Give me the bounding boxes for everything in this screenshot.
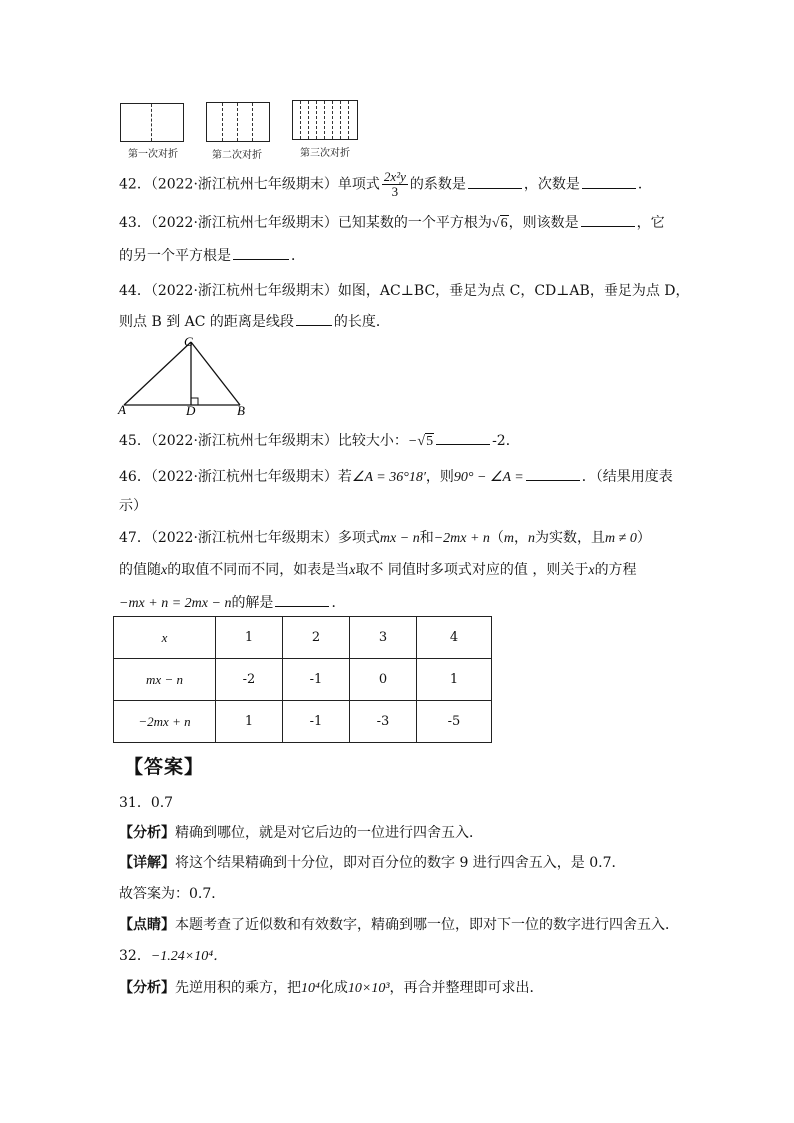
answer-text: 化成	[319, 980, 348, 996]
question-44	[119, 281, 690, 301]
question-47-line-3	[119, 592, 345, 614]
label-C: C	[184, 334, 193, 349]
question-source: （2022·浙江杭州七年级期末）	[150, 530, 338, 546]
question-text: 和	[419, 530, 434, 546]
answer-blank	[233, 245, 289, 260]
fold-crease	[324, 101, 325, 139]
question-text: 的方程	[594, 562, 637, 578]
fold-paper-1	[120, 103, 184, 142]
table-cell: -1	[283, 659, 350, 701]
fold-crease	[222, 103, 223, 141]
table-row	[114, 659, 492, 701]
question-text: 如图，AC⊥BC，垂足为点 C，CD⊥AB，垂足为点 D，	[337, 283, 690, 299]
label-D: D	[186, 403, 196, 418]
answer-heading: 【答案】	[124, 756, 205, 778]
fold-crease	[340, 101, 341, 139]
analysis-tag: 【分析】	[119, 825, 175, 841]
question-source: （2022·浙江杭州七年级期末）	[150, 215, 338, 231]
fold-crease	[300, 101, 301, 139]
question-text: （	[489, 530, 504, 546]
answer-value: 31．0.7	[119, 795, 174, 811]
question-47	[119, 528, 651, 549]
fold-crease	[348, 101, 349, 139]
question-number: 45．	[119, 433, 151, 449]
question-text: -2．	[492, 433, 520, 449]
question-text: 的取值不同而不同，如表是当	[167, 562, 350, 578]
table-cell: -1	[283, 701, 350, 743]
answer-blank	[581, 212, 635, 227]
answer-text: ，再合并整理即可求出．	[389, 980, 544, 996]
fold-crease	[237, 103, 238, 141]
answer-text: 精确到哪位，就是对它后边的一位进行四舍五入．	[175, 825, 483, 841]
question-42	[119, 170, 652, 199]
condition: m ≠ 0	[605, 531, 637, 546]
right-triangle-figure	[115, 334, 255, 418]
answer-text: 将这个结果精确到十分位，即对百分位的数字 9 进行四舍五入，是 0.7．	[175, 855, 626, 871]
question-text: ，则该数是	[508, 215, 579, 231]
table-cell: 1	[417, 659, 492, 701]
question-46-line-2	[119, 496, 147, 516]
question-text: 单项式	[337, 176, 380, 193]
fraction-denominator: 3	[391, 184, 399, 199]
table-row	[114, 701, 492, 743]
question-number: 47．	[119, 530, 151, 546]
question-text: 取不 同值时多项式对应的值 ，则关于	[355, 562, 589, 578]
question-43-line-2	[119, 245, 305, 266]
question-text: ．	[637, 176, 652, 193]
question-text: 已知某数的一个平方根为	[337, 215, 492, 231]
fold-crease	[316, 101, 317, 139]
question-text: 比较大小：	[337, 433, 408, 449]
answer-32	[119, 946, 227, 967]
fold-crease	[252, 103, 253, 141]
variable-x: x	[349, 563, 356, 578]
radicand: 6	[500, 216, 508, 231]
question-number: 44．	[119, 283, 151, 299]
fold-label-1: 第一次对折	[128, 149, 178, 160]
question-number: 42．	[119, 176, 151, 193]
question-47-line-2	[119, 560, 637, 581]
table-cell: 1	[216, 701, 283, 743]
answer-text: 故答案为：0.7．	[119, 886, 226, 902]
question-text: 则点 B 到 AC 的距离是线段	[119, 314, 294, 330]
question-source: （2022·浙江杭州七年级期末）	[150, 433, 338, 449]
fold-crease	[332, 101, 333, 139]
question-text: 若	[337, 469, 352, 485]
table-cell: 1	[216, 617, 283, 659]
variable-x: x	[588, 563, 595, 578]
table-row-head: mx − n	[114, 659, 216, 701]
comment-tag: 【点睛】	[119, 917, 175, 933]
power-expression: 10⁴	[301, 981, 320, 996]
analysis-tag: 【分析】	[119, 980, 175, 996]
answer-blank	[582, 174, 636, 189]
polynomial: −2mx + n	[433, 531, 490, 546]
fold-paper-2	[206, 102, 270, 142]
question-44-line-2	[119, 311, 390, 332]
table-row-head: x	[114, 617, 216, 659]
variable-x: x	[161, 563, 168, 578]
answer-text: 本题考查了近似数和有效数字，精确到哪一位，即对下一位的数字进行四舍五入．	[175, 917, 679, 933]
table-cell: 2	[283, 617, 350, 659]
question-text: ，	[514, 530, 529, 546]
fraction	[382, 170, 408, 199]
answer-blank	[436, 430, 490, 445]
minus-sign: −	[407, 434, 418, 449]
question-46	[119, 466, 673, 488]
radicand: 5	[426, 434, 434, 449]
value-table	[113, 616, 492, 743]
answer-31	[119, 793, 173, 813]
table-cell: 0	[350, 659, 417, 701]
question-text: 的长度．	[333, 314, 390, 330]
question-text: ．（结果用度表	[581, 469, 673, 485]
polynomial: mx − n	[379, 531, 420, 546]
table-cell: -2	[216, 659, 283, 701]
answer-number: 32．	[119, 948, 151, 964]
power-expression: 10×10³	[347, 981, 390, 996]
answer-blank	[296, 311, 332, 326]
question-text: 示）	[119, 498, 147, 514]
question-number: 46．	[119, 469, 151, 485]
label-A: A	[118, 402, 126, 417]
answer-31-analysis	[119, 823, 483, 843]
table-cell: 4	[417, 617, 492, 659]
question-text: 的系数是	[409, 176, 466, 193]
question-45	[119, 430, 520, 452]
fold-label-3: 第三次对折	[300, 148, 350, 159]
question-text: 的解是	[231, 595, 274, 611]
square-root: √5	[417, 434, 434, 449]
square-root: √6	[491, 216, 508, 231]
question-number: 43．	[119, 215, 151, 231]
question-43	[119, 212, 665, 234]
fold-crease	[308, 101, 309, 139]
fold-paper-3	[292, 100, 358, 140]
question-source: （2022·浙江杭州七年级期末）	[150, 176, 338, 193]
answer-31-detail	[119, 853, 626, 873]
question-text: ，则	[425, 469, 454, 485]
question-text: ．	[331, 595, 346, 611]
question-source: （2022·浙江杭州七年级期末）	[150, 469, 338, 485]
equation: −mx + n = 2mx − n	[119, 596, 232, 611]
answer-blank	[468, 174, 522, 189]
answer-text: 先逆用积的乘方，把	[175, 980, 301, 996]
question-text: 为实数，且	[535, 530, 606, 546]
question-text: ）	[636, 530, 651, 546]
answer-31-comment	[119, 915, 679, 935]
detail-tag: 【详解】	[119, 855, 175, 871]
question-text: 多项式	[337, 530, 380, 546]
question-text: ．	[291, 248, 305, 264]
table-cell: -5	[417, 701, 492, 743]
question-source: （2022·浙江杭州七年级期末）	[150, 283, 338, 299]
table-row	[114, 617, 492, 659]
question-text: 的值随	[119, 562, 161, 578]
variable-n: n	[528, 531, 536, 546]
table-cell: -3	[350, 701, 417, 743]
question-text: ，次数是	[523, 176, 580, 193]
table-cell: 3	[350, 617, 417, 659]
answer-blank	[526, 466, 580, 481]
answer-blank	[275, 592, 329, 607]
question-text: 的另一个平方根是	[119, 248, 231, 264]
angle-expression: 90° − ∠A =	[453, 470, 524, 485]
label-B: B	[237, 403, 245, 418]
fraction-numerator: 2x²y	[383, 169, 406, 184]
angle-expression: ∠A = 36°18′	[351, 470, 426, 485]
question-text: ，它	[636, 215, 665, 231]
answer-value: −1.24×10⁴．	[150, 949, 228, 964]
fold-label-2: 第二次对折	[212, 150, 262, 161]
fold-crease	[151, 104, 152, 141]
answer-32-analysis	[119, 978, 544, 999]
answer-31-conclusion	[119, 884, 225, 904]
variable-m: m	[503, 531, 515, 546]
table-row-head: −2mx + n	[114, 701, 216, 743]
